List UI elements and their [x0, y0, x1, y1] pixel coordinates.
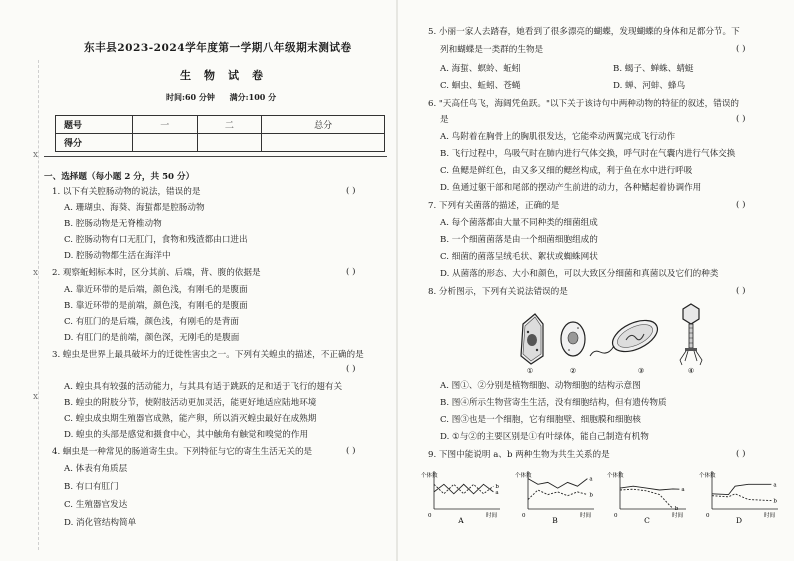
answer-blank[interactable]: ( ): [736, 449, 746, 459]
question-1-stem: 1. 以下有关腔肠动物的说法，错误的是: [52, 187, 201, 197]
option: B. 腔肠动物是无脊椎动物: [64, 219, 162, 229]
binding-mark: ⅹ: [33, 150, 39, 160]
question-6-stem: 6. "天高任鸟飞，海阔凭鱼跃。"以下关于该诗句中两种动物的特征的叙述，错误的: [428, 99, 740, 109]
series-line: [528, 490, 587, 500]
origin-label: 0: [614, 513, 618, 519]
answer-blank[interactable]: ( ): [346, 364, 356, 374]
question-3-stem: 3. 蝗虫是世界上最具破坏力的迁徙性害虫之一。下列有关蝗虫的描述，不正确的是: [52, 350, 364, 360]
score-table-row: [56, 134, 385, 152]
figure-label: ④: [687, 367, 695, 375]
option: C. 蝗虫成虫期生殖器官成熟，能产卵，所以消灭蝗虫最好在成熟期: [64, 414, 317, 424]
question-4-stem: 4. 蛔虫是一种常见的肠道寄生虫。下列特征与它的寄生生活无关的是: [52, 447, 313, 457]
option: B. 蝎子、蝉蛛、蜻蜓: [613, 64, 694, 74]
option: A. 海蜇、螟蛉、蚯蚓: [440, 64, 521, 74]
question-6-stem-cont: 是: [440, 115, 449, 125]
axis-label: 个体数: [607, 473, 624, 479]
option: D. ①与②的主要区别是①有叶绿体，能自己制造有机物: [440, 432, 649, 442]
series-label: b: [773, 498, 777, 505]
answer-blank[interactable]: ( ): [736, 44, 746, 54]
series-label: b: [495, 484, 499, 491]
option: C. 腔肠动物有口无肛门，食物和残渣都由口进出: [64, 235, 248, 245]
section-title: 一、选择题（每小题 2 分，共 50 分）: [44, 172, 195, 182]
origin-label: 0: [706, 513, 710, 519]
score-cell: 一: [133, 116, 198, 134]
binding-line: [38, 60, 39, 550]
panel-label: D: [735, 516, 743, 525]
series-line: [712, 484, 771, 494]
score-cell: 题号: [56, 116, 133, 134]
divider: [44, 156, 387, 158]
figure-label: ②: [569, 367, 577, 375]
option: D. 从菌落的形态、大小和颜色，可以大致区分细菌和真菌以及它们的种类: [440, 269, 719, 279]
score-cell: 二: [197, 116, 262, 134]
option: A. 每个菌落都由大量不同种类的细菌组成: [440, 218, 598, 228]
figure-label: ③: [637, 367, 645, 375]
question-8-stem: 8. 分析图示，下列有关说法错误的是: [428, 287, 568, 297]
axis-label: 个体数: [421, 473, 438, 479]
option: D. 鱼通过躯干部和尾部的摆动产生前进的动力，各种鳍起着协调作用: [440, 183, 702, 193]
option: B. 飞行过程中，鸟吸气时在肺内进行气体交换，呼气时在气囊内进行气体交换: [440, 149, 736, 159]
option: C. 生殖器官发达: [64, 500, 128, 510]
binding-mark: ⅹ: [33, 392, 39, 402]
option: D. 有肛门的是前端，颜色深，无刚毛的是腹面: [64, 333, 240, 343]
option: A. 鸟附着在胸骨上的胸肌很发达，它能牵动两翼完成飞行动作: [440, 132, 676, 142]
score-label: 满分:100 分: [229, 92, 277, 102]
origin-label: 0: [522, 513, 526, 519]
panel-label: B: [552, 516, 558, 525]
option: C. 图③也是一个细胞，它有细胞壁、细胞膜和细胞核: [440, 415, 641, 425]
option: A. 体表有角质层: [64, 464, 128, 474]
option: D. 消化管结构简单: [64, 518, 137, 528]
score-cell: 得分: [56, 134, 133, 152]
option: B. 靠近环带的是前端，颜色浅，有刚毛的是腹面: [64, 301, 248, 311]
exam-info: [166, 92, 276, 103]
panel-label: C: [644, 516, 650, 525]
answer-blank[interactable]: ( ): [346, 267, 356, 277]
question-9-stem: 9. 下图中能说明 a、b 两种生物为共生关系的是: [428, 450, 610, 460]
series-label: a: [773, 482, 777, 489]
option: A. 珊瑚虫、海葵、海蜇都是腔肠动物: [64, 203, 205, 213]
series-label: a: [589, 476, 593, 483]
score-input-cell[interactable]: [197, 134, 262, 152]
bacterium-figure: [590, 314, 662, 358]
subject-title: 生物试卷: [180, 69, 276, 82]
axis-label: 个体数: [515, 473, 532, 479]
option: B. 一个细菌菌落是由一个细菌细胞组成的: [440, 235, 598, 245]
series-label: a: [681, 487, 685, 494]
series-label: a: [495, 489, 499, 496]
series-label: b: [674, 506, 679, 513]
series-line: [434, 484, 493, 494]
population-graphs: [420, 463, 786, 525]
question-5-stem: 5. 小丽一家人去踏春，她看到了很多漂亮的蝴蝶，发现蝴蝶的身体和足都分节。下: [428, 27, 740, 37]
answer-blank[interactable]: ( ): [346, 186, 356, 196]
option: B. 有口有肛门: [64, 482, 119, 492]
score-input-cell[interactable]: [262, 134, 385, 152]
option: A. 图①、②分别是植物细胞、动物细胞的结构示意图: [440, 381, 641, 391]
panel-label: A: [458, 516, 464, 525]
axis-label: 时间: [764, 513, 776, 519]
axis-label: 时间: [580, 513, 592, 519]
score-table: [55, 115, 385, 152]
answer-blank[interactable]: ( ): [736, 200, 746, 210]
series-label: b: [589, 492, 593, 499]
question-5-stem-cont: 列和蝴蝶是一类群的生物是: [440, 45, 544, 55]
option: C. 细菌的菌落呈绒毛状、絮状或蜘蛛网状: [440, 252, 598, 262]
score-input-cell[interactable]: [133, 134, 198, 152]
origin-label: 0: [428, 513, 432, 519]
answer-blank[interactable]: ( ): [736, 286, 746, 296]
virus-figure: [680, 304, 702, 365]
series-line: [712, 494, 771, 501]
option: D. 腔肠动物都生活在海洋中: [64, 251, 171, 261]
option: D. 蝗虫的头部是感觉和摄食中心，其中触角有触觉和嗅觉的作用: [64, 430, 309, 440]
cell-diagrams: [513, 302, 713, 374]
series-line: [620, 489, 673, 508]
figure-label: ①: [526, 367, 534, 375]
axis-label: 时间: [672, 513, 684, 519]
option: C. 蛔虫、蚯蚓、苍蝇: [440, 81, 521, 91]
time-label: 时间:60 分钟: [166, 92, 215, 102]
question-7-stem: 7. 下列有关菌落的描述，正确的是: [428, 201, 560, 211]
score-cell: 总分: [262, 116, 385, 134]
left-page: [0, 0, 396, 561]
option: D. 蝉、河蚌、蜂鸟: [613, 81, 686, 91]
binding-mark: ⅹ: [33, 268, 39, 278]
answer-blank[interactable]: ( ): [346, 446, 356, 456]
axis-label: 时间: [486, 513, 498, 519]
option: A. 蝗虫具有较强的活动能力，与其具有适于跳跃的足和适于飞行的翅有关: [64, 382, 343, 392]
axis-label: 个体数: [699, 473, 716, 479]
option: B. 蝗虫的附肢分节，使附肢活动更加灵活，能更好地适应陆地环境: [64, 398, 317, 408]
option: C. 有肛门的是后端，颜色浅，有刚毛的是背面: [64, 317, 240, 327]
plant-cell-figure: [521, 314, 543, 364]
series-line: [528, 479, 587, 489]
exam-title: 东丰县2023-2024学年度第一学期八年级期末测试卷: [84, 42, 352, 54]
option: A. 靠近环带的是后端，颜色浅，有刚毛的是腹面: [64, 285, 248, 295]
option: C. 鱼鳃是鲜红色，由又多又细的鳃丝构成，利于鱼在水中进行呼吸: [440, 166, 693, 176]
right-page: [398, 0, 794, 561]
question-2-stem: 2. 观察蚯蚓标本时，区分其前、后端，背、腹的依据是: [52, 268, 261, 278]
animal-cell-figure: [561, 322, 585, 356]
option: B. 图④所示生物营寄生生活，没有细胞结构，但有遗传物质: [440, 398, 667, 408]
answer-blank[interactable]: ( ): [736, 114, 746, 124]
score-table-header: [56, 116, 385, 134]
